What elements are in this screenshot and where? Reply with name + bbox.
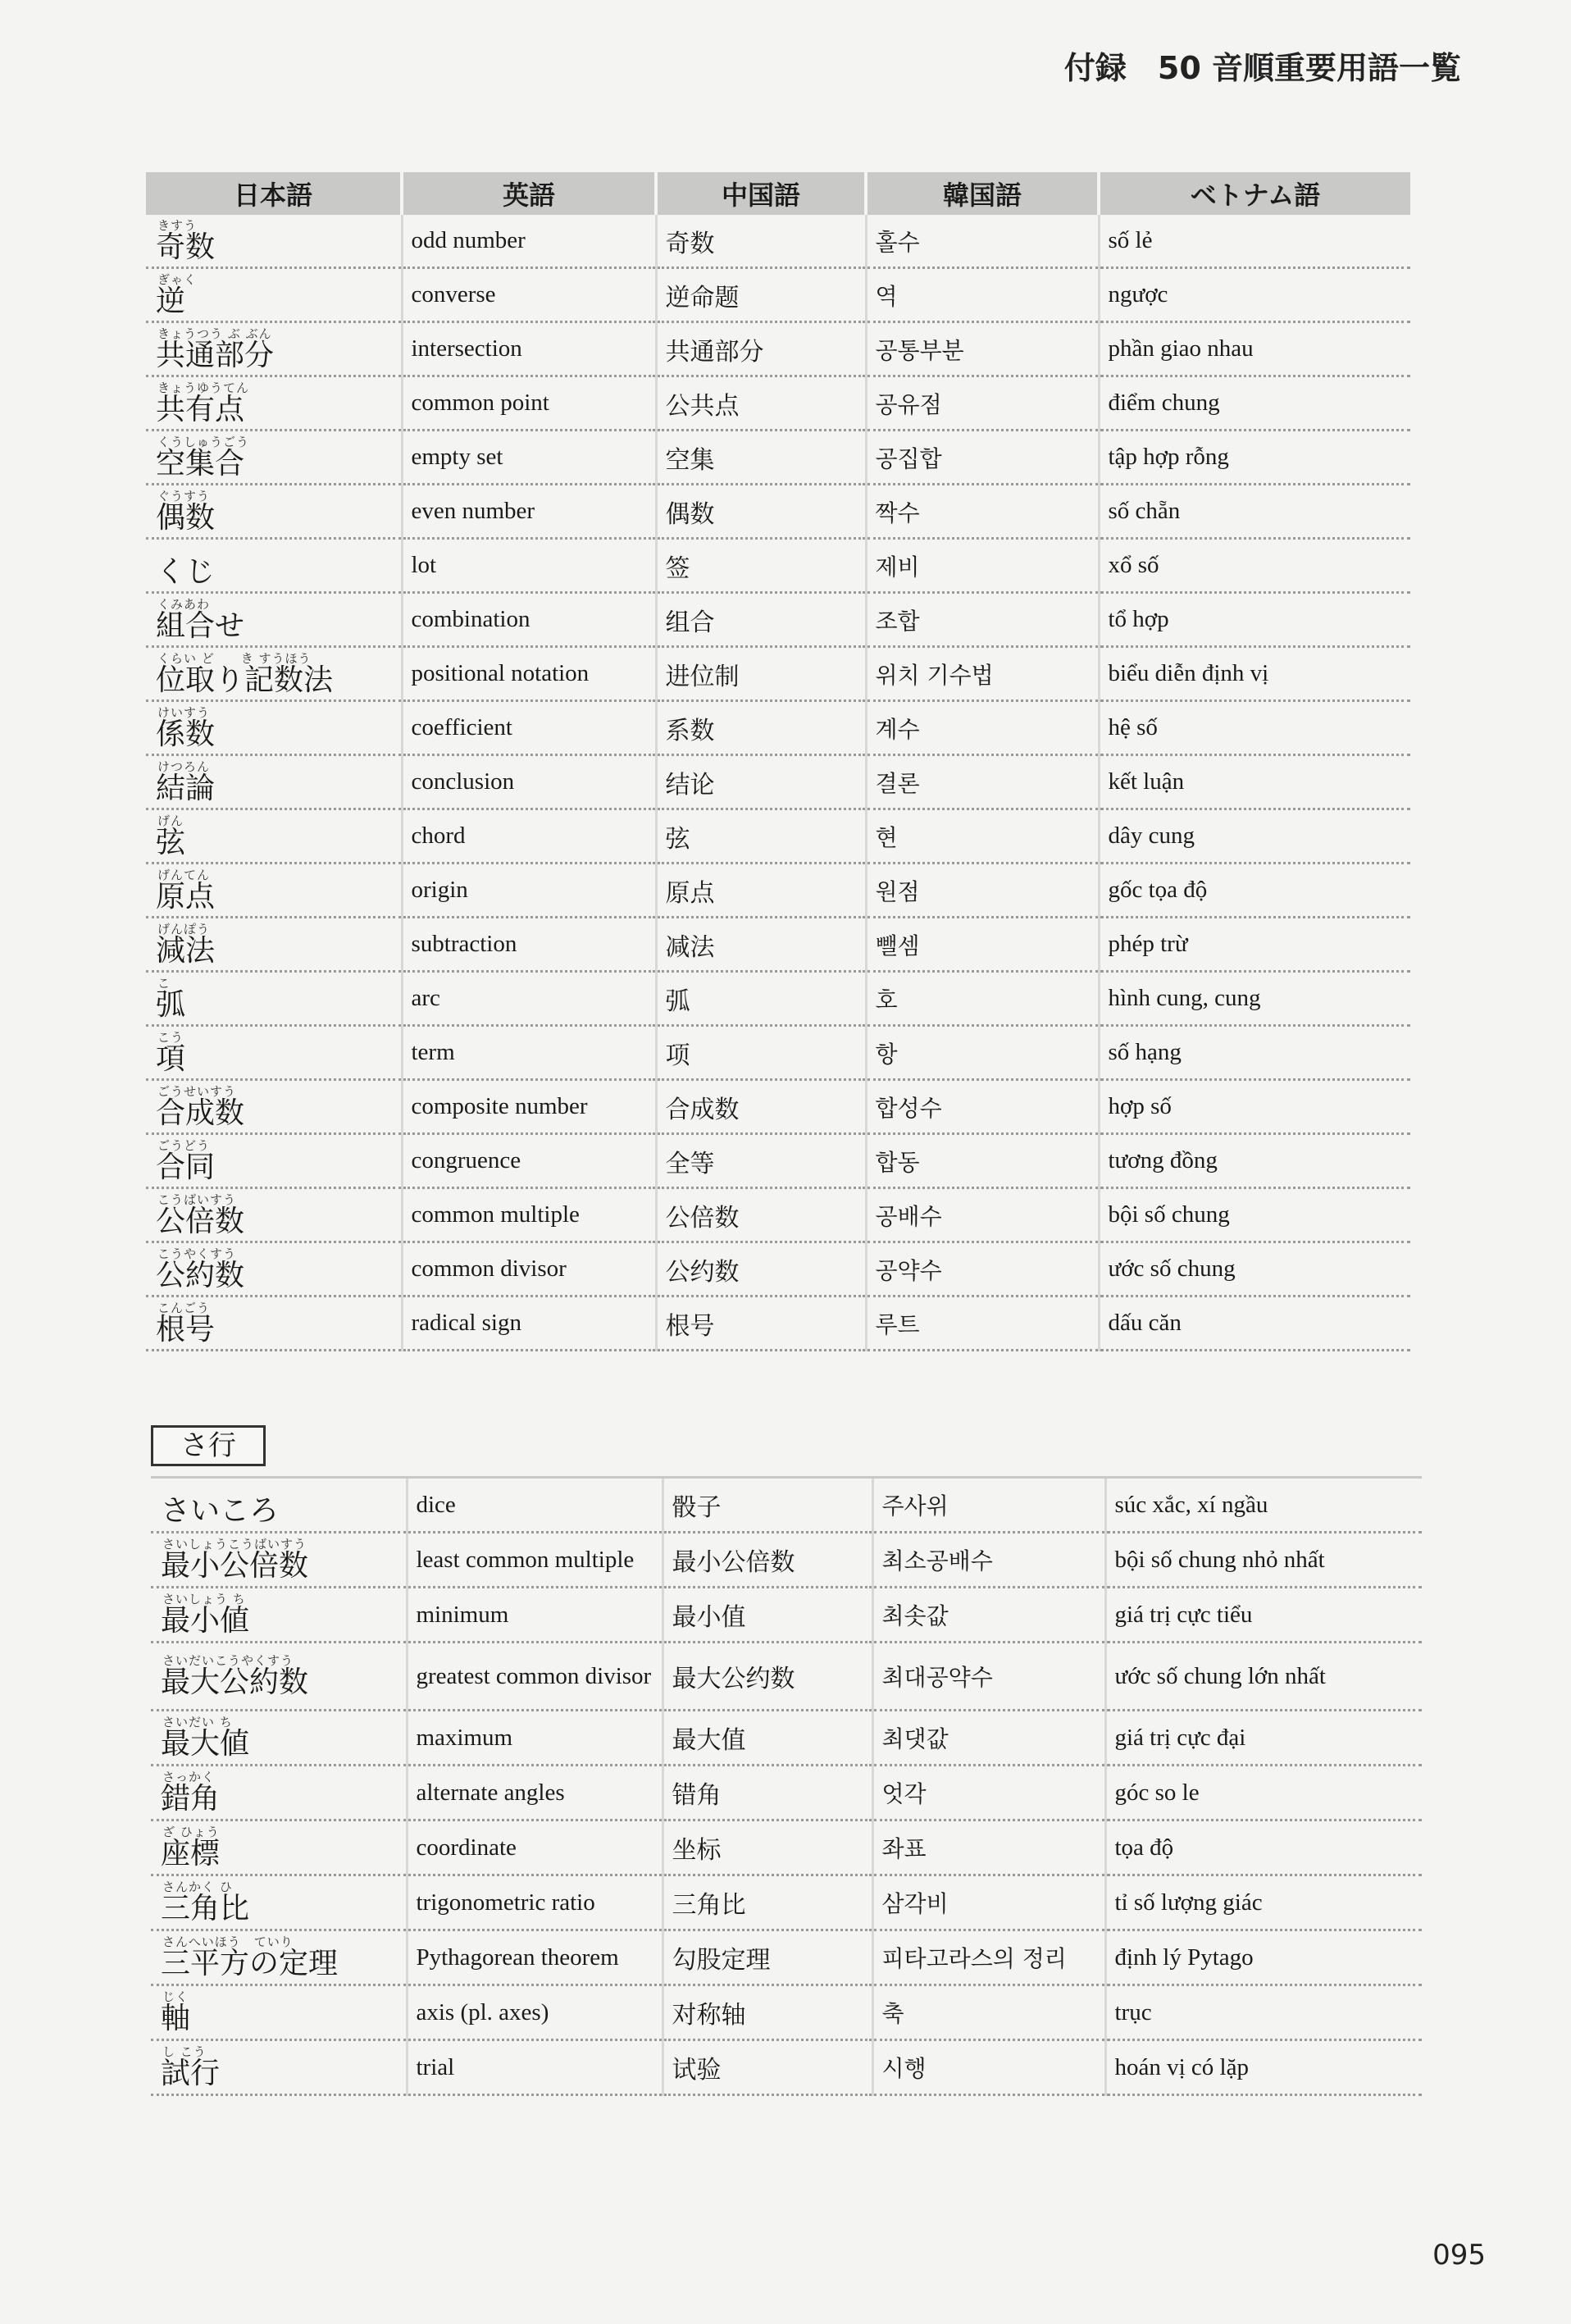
term-korean: 합동 (866, 1134, 1099, 1188)
table-row (146, 431, 1410, 485)
term-chinese: 最小公倍数 (663, 1533, 872, 1588)
japanese-term: 錯角 (161, 1782, 221, 1816)
table-row (146, 376, 1410, 431)
term-vietnamese: gốc tọa độ (1099, 864, 1410, 918)
term-english: chord (402, 809, 656, 864)
japanese-term: 奇数 (156, 230, 216, 264)
term-vietnamese: biểu diễn định vị (1099, 647, 1410, 701)
term-chinese: 骰子 (663, 1478, 872, 1533)
japanese-term: 空集合 (156, 446, 245, 481)
term-korean: 짝수 (866, 485, 1099, 539)
term-japanese (146, 1188, 402, 1242)
term-japanese (151, 1930, 407, 1985)
term-japanese (151, 1985, 407, 2040)
term-vietnamese: hệ số (1099, 701, 1410, 755)
table-row (151, 1533, 1422, 1588)
furigana: きょうつう ぶ ぶん (157, 326, 272, 341)
term-vietnamese: bội số chung nhỏ nhất (1105, 1533, 1422, 1588)
terms-table-sa (151, 1476, 1422, 2096)
term-japanese (146, 918, 402, 972)
japanese-term: 試行 (161, 2057, 221, 2090)
table-header-row (146, 172, 1410, 215)
term-vietnamese: hoán vị có lặp (1105, 2040, 1422, 2095)
japanese-term: 合同 (156, 1150, 216, 1184)
furigana: ごうせいすう (157, 1083, 237, 1099)
japanese-term: さいころ (161, 1494, 280, 1528)
term-japanese (146, 1026, 402, 1080)
table-row (146, 593, 1410, 647)
term-korean: 합성수 (866, 1080, 1099, 1134)
term-korean: 호 (866, 972, 1099, 1026)
term-english: positional notation (402, 647, 656, 701)
term-chinese: 对称轴 (663, 1985, 872, 2040)
term-japanese (151, 1875, 407, 1930)
term-vietnamese: hợp số (1099, 1080, 1410, 1134)
term-chinese: 勾股定理 (663, 1930, 872, 1985)
term-korean: 공집합 (866, 431, 1099, 485)
term-chinese: 项 (656, 1026, 866, 1080)
term-chinese: 合成数 (656, 1080, 866, 1134)
term-english: greatest common divisor (407, 1643, 663, 1711)
term-english: common point (402, 376, 656, 431)
japanese-term: 原点 (156, 879, 216, 914)
term-korean: 공유점 (866, 376, 1099, 431)
furigana: さんへいほう ていり (162, 1934, 294, 1949)
table-row (151, 1766, 1422, 1820)
term-chinese: 最小值 (663, 1588, 872, 1643)
term-english: term (402, 1026, 656, 1080)
term-korean: 최소공배수 (872, 1533, 1105, 1588)
term-japanese (151, 1643, 407, 1711)
table-row (146, 1242, 1410, 1296)
term-chinese: 原点 (656, 864, 866, 918)
term-english: coordinate (407, 1820, 663, 1875)
japanese-term: 共通部分 (156, 338, 275, 372)
furigana: げん (157, 813, 184, 828)
table-row (146, 918, 1410, 972)
japanese-term: 三角比 (161, 1892, 250, 1925)
furigana: くらい ど き すうほう (157, 650, 312, 666)
table-row (151, 2040, 1422, 2095)
term-vietnamese: xổ số (1099, 539, 1410, 593)
term-chinese: 弦 (656, 809, 866, 864)
term-korean: 홀수 (866, 215, 1099, 268)
term-chinese: 最大值 (663, 1711, 872, 1766)
term-vietnamese: trục (1105, 1985, 1422, 2040)
japanese-term: 最小値 (161, 1604, 250, 1638)
term-japanese (146, 1296, 402, 1351)
japanese-term: 位取り記数法 (156, 663, 334, 697)
furigana: けいすう (157, 704, 211, 720)
table-row (146, 1188, 1410, 1242)
term-chinese: 空集 (656, 431, 866, 485)
furigana: きょうゆうてん (157, 380, 250, 395)
term-japanese (146, 376, 402, 431)
term-chinese: 最大公约数 (663, 1643, 872, 1711)
term-chinese: 公约数 (656, 1242, 866, 1296)
table-row (151, 1985, 1422, 2040)
japanese-term: 結論 (156, 771, 216, 805)
term-korean: 계수 (866, 701, 1099, 755)
term-korean: 공배수 (866, 1188, 1099, 1242)
japanese-term: 公倍数 (156, 1204, 245, 1238)
japanese-term: 軸 (161, 2002, 191, 2035)
term-korean: 축 (872, 1985, 1105, 2040)
term-english: dice (407, 1478, 663, 1533)
section-label: さ行 (151, 1425, 266, 1466)
term-vietnamese: điểm chung (1099, 376, 1410, 431)
table-row (151, 1820, 1422, 1875)
term-vietnamese: tổ hợp (1099, 593, 1410, 647)
term-japanese (146, 701, 402, 755)
furigana: さいしょう ち (162, 1592, 246, 1606)
term-japanese (146, 1080, 402, 1134)
term-korean: 원점 (866, 864, 1099, 918)
term-english: even number (402, 485, 656, 539)
term-korean: 역 (866, 268, 1099, 322)
term-korean: 공통부분 (866, 322, 1099, 376)
term-japanese (146, 322, 402, 376)
furigana: けつろん (157, 759, 211, 774)
term-english: arc (402, 972, 656, 1026)
term-english: congruence (402, 1134, 656, 1188)
term-korean: 최솟값 (872, 1588, 1105, 1643)
term-vietnamese: hình cung, cung (1099, 972, 1410, 1026)
term-korean: 피타고라스의 정리 (872, 1930, 1105, 1985)
table-row (146, 647, 1410, 701)
furigana: げんてん (157, 867, 211, 882)
term-chinese: 错角 (663, 1766, 872, 1820)
term-japanese (146, 431, 402, 485)
term-korean: 최대공약수 (872, 1643, 1105, 1711)
term-vietnamese: ước số chung lớn nhất (1105, 1643, 1422, 1711)
furigana: こう (157, 1029, 184, 1045)
term-korean: 조합 (866, 593, 1099, 647)
term-english: trial (407, 2040, 663, 2095)
term-vietnamese: số lẻ (1099, 215, 1410, 268)
term-vietnamese: số chẵn (1099, 485, 1410, 539)
term-english: least common multiple (407, 1533, 663, 1588)
term-vietnamese: tập hợp rỗng (1099, 431, 1410, 485)
term-japanese (151, 1533, 407, 1588)
term-korean: 루트 (866, 1296, 1099, 1351)
header-vietnamese: ベトナム語 (1099, 172, 1410, 215)
term-vietnamese: bội số chung (1099, 1188, 1410, 1242)
term-english: minimum (407, 1588, 663, 1643)
term-english: composite number (402, 1080, 656, 1134)
term-english: converse (402, 268, 656, 322)
term-english: origin (402, 864, 656, 918)
term-vietnamese: kết luận (1099, 755, 1410, 809)
term-japanese (146, 215, 402, 268)
table-row (146, 1134, 1410, 1188)
table-row (146, 268, 1410, 322)
term-korean: 위치 기수법 (866, 647, 1099, 701)
term-chinese: 系数 (656, 701, 866, 755)
term-japanese (151, 1588, 407, 1643)
term-english: conclusion (402, 755, 656, 809)
japanese-term: 最大公約数 (161, 1666, 309, 1699)
table-row (151, 1588, 1422, 1643)
furigana: きすう (157, 217, 198, 233)
page-header: 付録 50 音順重要用語一覧 (1063, 50, 1461, 86)
table-row (151, 1711, 1422, 1766)
table-row (146, 972, 1410, 1026)
table-row (146, 1296, 1410, 1351)
term-chinese: 结论 (656, 755, 866, 809)
japanese-term: 偶数 (156, 500, 216, 535)
term-korean: 제비 (866, 539, 1099, 593)
term-vietnamese: phần giao nhau (1099, 322, 1410, 376)
term-japanese (146, 864, 402, 918)
term-english: intersection (402, 322, 656, 376)
furigana: ぎゃく (157, 271, 198, 287)
table-row (146, 864, 1410, 918)
furigana: さっかく (162, 1770, 216, 1784)
furigana: さんかく ひ (162, 1880, 233, 1894)
term-korean: 좌표 (872, 1820, 1105, 1875)
term-japanese (146, 1242, 402, 1296)
term-vietnamese: góc so le (1105, 1766, 1422, 1820)
term-english: axis (pl. axes) (407, 1985, 663, 2040)
term-japanese (146, 755, 402, 809)
term-japanese (151, 1711, 407, 1766)
term-english: common multiple (402, 1188, 656, 1242)
term-chinese: 坐标 (663, 1820, 872, 1875)
furigana: さいだいこうやくすう (162, 1653, 294, 1668)
japanese-term: 項 (156, 1041, 186, 1076)
japanese-term: 組合せ (156, 608, 245, 643)
term-japanese (146, 485, 402, 539)
term-english: odd number (402, 215, 656, 268)
header-chinese: 中国語 (656, 172, 866, 215)
term-english: combination (402, 593, 656, 647)
header-english: 英語 (402, 172, 656, 215)
japanese-term: 根号 (156, 1312, 216, 1347)
furigana: じく (162, 1989, 189, 2004)
term-japanese (151, 1766, 407, 1820)
term-korean: 결론 (866, 755, 1099, 809)
table-row (146, 322, 1410, 376)
term-vietnamese: dấu căn (1099, 1296, 1410, 1351)
term-japanese (146, 1134, 402, 1188)
header-japanese: 日本語 (146, 172, 402, 215)
term-chinese: 组合 (656, 593, 866, 647)
japanese-term: 共有点 (156, 392, 245, 426)
japanese-term: 逆 (156, 284, 186, 318)
term-english: maximum (407, 1711, 663, 1766)
term-korean: 엇각 (872, 1766, 1105, 1820)
table-row (151, 1875, 1422, 1930)
term-chinese: 减法 (656, 918, 866, 972)
term-english: trigonometric ratio (407, 1875, 663, 1930)
term-chinese: 弧 (656, 972, 866, 1026)
furigana: げんぽう (157, 921, 211, 936)
furigana: くうしゅうごう (157, 434, 250, 449)
japanese-term: 座標 (161, 1837, 221, 1871)
table-row (146, 1080, 1410, 1134)
table-row (151, 1643, 1422, 1711)
japanese-term: 合成数 (156, 1096, 245, 1130)
table-row (146, 755, 1410, 809)
term-korean: 항 (866, 1026, 1099, 1080)
term-chinese: 签 (656, 539, 866, 593)
term-japanese (146, 647, 402, 701)
term-english: alternate angles (407, 1766, 663, 1820)
term-korean: 시행 (872, 2040, 1105, 2095)
term-japanese (151, 1820, 407, 1875)
term-vietnamese: tương đồng (1099, 1134, 1410, 1188)
term-vietnamese: số hạng (1099, 1026, 1410, 1080)
term-english: coefficient (402, 701, 656, 755)
term-vietnamese: phép trừ (1099, 918, 1410, 972)
term-english: radical sign (402, 1296, 656, 1351)
furigana: ぐうすう (157, 488, 211, 504)
term-chinese: 偶数 (656, 485, 866, 539)
term-japanese (151, 1478, 407, 1533)
furigana: くみあわ (157, 596, 211, 612)
header-korean: 韓国語 (866, 172, 1099, 215)
term-chinese: 三角比 (663, 1875, 872, 1930)
table-row (146, 809, 1410, 864)
term-english: common divisor (402, 1242, 656, 1296)
term-vietnamese: dây cung (1099, 809, 1410, 864)
term-vietnamese: giá trị cực tiểu (1105, 1588, 1422, 1643)
term-japanese (151, 2040, 407, 2095)
term-chinese: 全等 (656, 1134, 866, 1188)
term-chinese: 奇数 (656, 215, 866, 268)
japanese-term: 三平方の定理 (161, 1947, 339, 1980)
term-japanese (146, 593, 402, 647)
term-korean: 삼각비 (872, 1875, 1105, 1930)
term-chinese: 试验 (663, 2040, 872, 2095)
japanese-term: 最小公倍数 (161, 1549, 309, 1583)
japanese-term: 係数 (156, 717, 216, 751)
term-korean: 최댓값 (872, 1711, 1105, 1766)
table-row (146, 1026, 1410, 1080)
table-row (146, 485, 1410, 539)
furigana: こうやくすう (157, 1246, 237, 1261)
term-korean: 주사위 (872, 1478, 1105, 1533)
furigana: ざ ひょう (162, 1825, 220, 1839)
term-vietnamese: tọa độ (1105, 1820, 1422, 1875)
furigana: こ (157, 975, 171, 991)
japanese-term: 減法 (156, 933, 216, 968)
term-english: empty set (402, 431, 656, 485)
term-vietnamese: súc xắc, xí ngầu (1105, 1478, 1422, 1533)
term-chinese: 公共点 (656, 376, 866, 431)
furigana: し こう (162, 2044, 207, 2059)
table-row (151, 1478, 1422, 1533)
term-chinese: 根号 (656, 1296, 866, 1351)
term-vietnamese: ngược (1099, 268, 1410, 322)
furigana: ごうどう (157, 1137, 211, 1153)
term-chinese: 共通部分 (656, 322, 866, 376)
term-japanese (146, 972, 402, 1026)
japanese-term: くじ (156, 554, 216, 589)
furigana: こうばいすう (157, 1192, 237, 1207)
table-row (146, 215, 1410, 268)
term-korean: 공약수 (866, 1242, 1099, 1296)
furigana: さいしょうこうばいすう (162, 1537, 307, 1552)
term-vietnamese: tỉ số lượng giác (1105, 1875, 1422, 1930)
page-number: 095 (1432, 2239, 1486, 2272)
japanese-term: 公約数 (156, 1258, 245, 1292)
term-vietnamese: giá trị cực đại (1105, 1711, 1422, 1766)
term-vietnamese: định lý Pytago (1105, 1930, 1422, 1985)
term-vietnamese: ước số chung (1099, 1242, 1410, 1296)
japanese-term: 弧 (156, 987, 186, 1022)
japanese-term: 最大値 (161, 1727, 250, 1761)
table-row (146, 539, 1410, 593)
term-japanese (146, 809, 402, 864)
term-korean: 현 (866, 809, 1099, 864)
term-japanese (146, 539, 402, 593)
table-row (146, 701, 1410, 755)
term-chinese: 逆命题 (656, 268, 866, 322)
term-english: Pythagorean theorem (407, 1930, 663, 1985)
terms-table-ka (146, 172, 1410, 1351)
term-korean: 뺄셈 (866, 918, 1099, 972)
furigana: さいだい ち (162, 1715, 233, 1729)
term-chinese: 进位制 (656, 647, 866, 701)
term-english: lot (402, 539, 656, 593)
table-row (151, 1930, 1422, 1985)
term-chinese: 公倍数 (656, 1188, 866, 1242)
furigana: こんごう (157, 1300, 211, 1315)
term-english: subtraction (402, 918, 656, 972)
japanese-term: 弦 (156, 825, 186, 859)
term-japanese (146, 268, 402, 322)
